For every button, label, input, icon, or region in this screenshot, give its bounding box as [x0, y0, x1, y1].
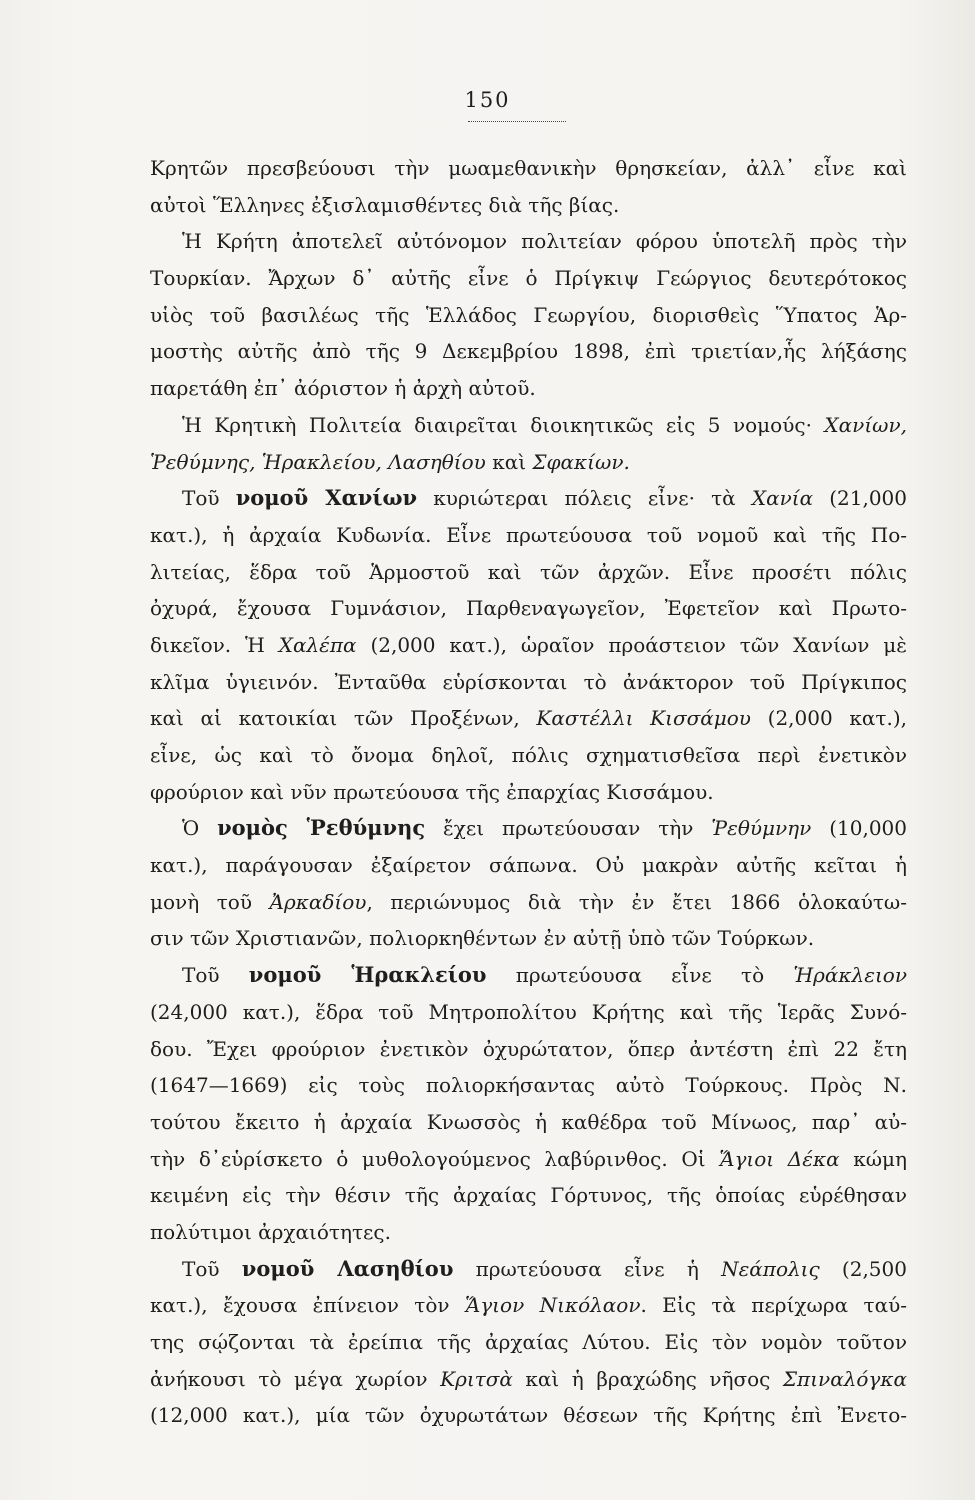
text-run: αὐτοὶ Ἕλληνες ἐξισλαμισθέντες διὰ τῆς βίας.	[150, 192, 620, 217]
text-run: (2,500	[819, 1256, 907, 1281]
text-line	[150, 1177, 907, 1214]
text-run: Ἡ Κρητικὴ Πολιτεία διαιρεῖται διοικητικῶς εἰς 5 νομούς·	[182, 412, 825, 437]
text-run: Ὁ	[182, 816, 218, 841]
text-line	[150, 957, 907, 994]
text-line	[150, 700, 907, 737]
section-heading: νομοῦ Λασηθίου	[241, 1255, 454, 1281]
place-name: Κριτσὰ	[440, 1366, 513, 1391]
text-run: τούτου ἔκειτο ἡ ἀρχαία Κνωσσὸς ἡ καθέδρα τοῦ Μίνωος, παρ᾽ αὐ-	[150, 1109, 907, 1134]
text-run: κατ.), ἔχουσα ἐπίνειον τὸν	[150, 1293, 465, 1318]
text-run: παρετάθη ἐπ᾽ ἀόριστον ἡ ἀρχὴ αὐτοῦ.	[150, 376, 536, 401]
text-run: κειμένη εἰς τὴν θέσιν τῆς ἀρχαίας Γόρτυνος, τῆς ὁποίας εὑρέθησαν	[150, 1183, 907, 1208]
place-name: Νεάπολις	[721, 1256, 820, 1281]
text-line	[150, 920, 907, 957]
text-run: εἶνε, ὡς καὶ τὸ ὄνομα δηλοῖ, πόλις σχηματισθεῖσα περὶ ἐνετικὸν	[150, 743, 907, 767]
section-heading: νομοῦ Χανίων	[235, 485, 418, 511]
text-run: , περιώνυμος διὰ τὴν ἐν ἔτει 1866 ὁλοκαύτω-	[366, 889, 907, 914]
text-run: (21,000	[813, 486, 907, 511]
text-line	[150, 554, 907, 591]
text-run: κλῖμα ὑγιεινόν. Ἐνταῦθα εὑρίσκονται τὸ ἀνάκτορον τοῦ Πρίγκιπος	[150, 669, 907, 694]
text-run: πολύτιμοι ἀρχαιότητες.	[150, 1219, 391, 1244]
text-run: υἱὸς τοῦ βασιλέως τῆς Ἑλλάδος Γεωργίου, διορισθεὶς Ὕπατος Ἁρ-	[150, 302, 907, 327]
section-heading: νομοῦ Ἡρακλείου	[248, 962, 487, 988]
place-name: Ῥεθύμνης, Ἡρακλείου, Λασηθίου	[150, 449, 486, 474]
text-run: καὶ	[485, 449, 533, 474]
text-line	[150, 187, 907, 224]
text-run: κατ.), παράγουσαν ἐξαίρετον σάπωνα. Οὐ μακρὰν αὐτῆς κεῖται ἡ	[150, 853, 907, 878]
text-run: σιν τῶν Χριστιανῶν, πολιορκηθέντων ἐν αὐτῇ ὑπὸ τῶν Τούρκων.	[150, 926, 815, 951]
place-name: Ἅγιοι Δέκα	[719, 1146, 840, 1171]
place-name: Ἡράκλειον	[793, 963, 907, 988]
place-name: Καστέλλι Κισσάμου	[536, 706, 751, 731]
text-run: (12,000 κατ.), μία τῶν ὀχυρωτάτων θέσεων τῆς Κρήτης ἐπὶ Ἐνετο-	[150, 1403, 907, 1428]
text-run: Τοῦ	[182, 963, 249, 988]
place-name: Χανία	[751, 486, 814, 511]
text-run: κατ.), ἡ ἀρχαία Κυδωνία. Εἶνε πρωτεύουσα τοῦ νομοῦ καὶ τῆς Πο-	[150, 522, 907, 547]
text-run: Τοῦ	[182, 1256, 242, 1281]
text-line	[150, 774, 907, 811]
text-run: φρούριον καὶ νῦν πρωτεύουσα τῆς ἐπαρχίας Κισσάμου.	[150, 779, 714, 804]
text-run: (2,000 κατ.),	[750, 706, 907, 731]
place-name: Χανίων,	[824, 412, 907, 437]
text-line	[150, 1214, 907, 1251]
text-run: μονὴ τοῦ	[150, 889, 270, 914]
text-line	[150, 994, 907, 1031]
text-run: Κρητῶν πρεσβεύουσι τὴν μωαμεθανικὴν θρησκείαν, ἀλλ᾽ εἶνε καὶ	[150, 156, 907, 180]
page-number: 150	[464, 88, 511, 112]
text-line	[150, 1287, 907, 1324]
text-line	[150, 627, 907, 664]
text-run: Ἡ Κρήτη ἀποτελεῖ αὐτόνομον πολιτείαν φόρου ὑποτελῆ πρὸς τὴν	[182, 229, 907, 254]
text-line	[150, 1067, 907, 1104]
text-line	[150, 1031, 907, 1068]
text-run: πρωτεύουσα εἶνε τὸ	[486, 963, 794, 988]
text-run: μοστὴς αὐτῆς ἀπὸ τῆς 9 Δεκεμβρίου 1898, ἐπὶ τριετίαν,ἧς λήξάσης	[150, 339, 907, 364]
text-run: καὶ ἡ βραχώδης νῆσος	[512, 1366, 783, 1391]
place-name: Ῥεθύμνην	[711, 816, 812, 841]
text-line	[150, 1104, 907, 1141]
text-line	[150, 333, 907, 370]
place-name: Ἅγιον Νικόλαον	[464, 1293, 641, 1318]
text-run: τὴν δ᾽εὑρίσκετο ὁ μυθολογούμενος λαβύρινθος. Οἱ	[150, 1146, 720, 1171]
page-number-rule	[468, 121, 566, 122]
text-line	[150, 407, 907, 444]
text-line	[150, 664, 907, 701]
text-line	[150, 223, 907, 260]
text-run: (10,000	[811, 816, 907, 841]
text-line	[150, 1361, 907, 1398]
text-run: Τουρκίαν. Ἄρχων δ᾽ αὐτῆς εἶνε ὁ Πρίγκιψ Γεώργιος δευτερότοκος	[150, 266, 907, 291]
text-run: δου. Ἔχει φρούριον ἐνετικὸν ὀχυρώτατον, ὅπερ ἀντέστη ἐπὶ 22 ἔτη	[150, 1036, 907, 1061]
text-line	[150, 884, 907, 921]
text-run: (24,000 κατ.), ἕδρα τοῦ Μητροπολίτου Κρήτης καὶ τῆς Ἱερᾶς Συνό-	[150, 999, 907, 1024]
text-line	[150, 517, 907, 554]
text-run: (1647—1669) εἰς τοὺς πολιορκήσαντας αὐτὸ Τούρκους. Πρὸς Ν.	[150, 1073, 907, 1098]
text-run: καὶ αἱ κατοικίαι τῶν Προξένων,	[150, 706, 537, 731]
place-name: Ἀρκαδίου	[269, 889, 367, 914]
text-line	[150, 810, 907, 847]
text-run: δικεῖον. Ἡ	[150, 632, 279, 657]
text-run: πρωτεύουσα εἶνε ἡ	[453, 1256, 722, 1281]
text-line	[150, 737, 907, 774]
text-run: . Εἰς τὰ περίχωρα ταύ-	[640, 1293, 907, 1318]
text-line	[150, 1141, 907, 1178]
body-text	[150, 150, 907, 1434]
text-line	[150, 1251, 907, 1288]
text-line	[150, 150, 907, 187]
text-run: κυριώτεραι πόλεις εἶνε· τὰ	[417, 486, 752, 511]
text-line	[150, 590, 907, 627]
text-line	[150, 1397, 907, 1434]
text-line	[150, 444, 907, 481]
text-line	[150, 370, 907, 407]
section-heading: νομὸς Ῥεθύμνης	[217, 815, 426, 841]
text-run: λιτείας, ἕδρα τοῦ Ἁρμοστοῦ καὶ τῶν ἀρχῶν. Εἶνε προσέτι πόλις	[150, 559, 907, 584]
text-run: ὀχυρά, ἔχουσα Γυμνάσιον, Παρθεναγωγεῖον, Ἐφετεῖον καὶ Πρωτο-	[150, 596, 907, 621]
text-run: κώμη	[839, 1146, 907, 1171]
text-run: Τοῦ	[182, 486, 236, 511]
text-run: της σῴζονται τὰ ἐρείπια τῆς ἀρχαίας Λύτου. Εἰς τὸν νομὸν τοῦτον	[150, 1330, 907, 1354]
text-line	[150, 480, 907, 517]
text-run: ἔχει πρωτεύουσαν τὴν	[425, 816, 712, 841]
place-name: Σφακίων.	[532, 449, 630, 474]
text-run: (2,000 κατ.), ὡραῖον προάστειον τῶν Χανίων μὲ	[356, 632, 907, 657]
place-name: Σπιναλόγκα	[782, 1366, 907, 1391]
text-line	[150, 297, 907, 334]
text-line	[150, 1324, 907, 1361]
text-line	[150, 847, 907, 884]
place-name: Χαλέπα	[278, 632, 357, 657]
text-run: ἀνήκουσι τὸ μέγα χωρίον	[150, 1366, 441, 1391]
text-line	[150, 260, 907, 297]
